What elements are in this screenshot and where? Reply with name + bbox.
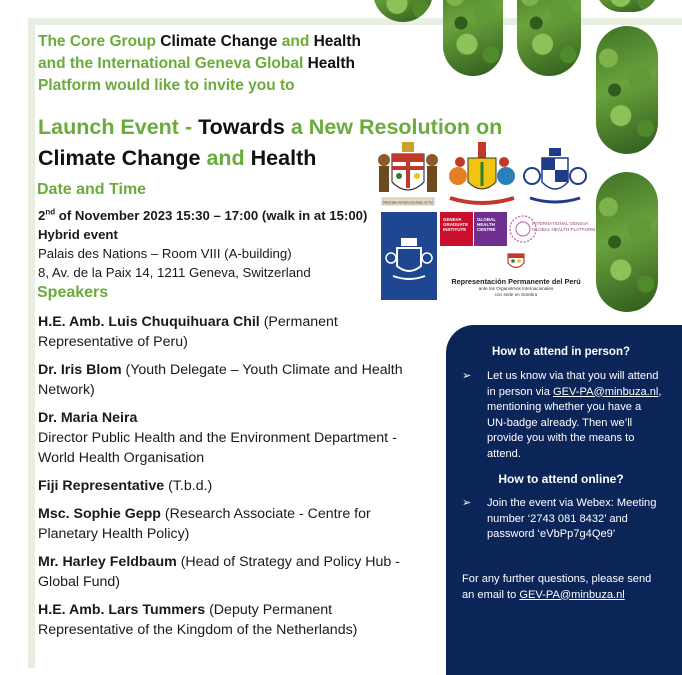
intro-part: and <box>277 33 314 50</box>
online-heading: How to attend online? <box>498 472 624 486</box>
leaf-pill-decoration <box>596 26 658 154</box>
intro-part: Climate Change <box>160 33 278 50</box>
intro-part: Health <box>307 55 355 72</box>
speaker-detail: (Permanent Representative of Peru) <box>38 314 338 350</box>
speaker-detail: Director Public Health and the Environment Department - World Health Organisation <box>38 430 397 466</box>
in-person-text: Let us know via that you will attend in person via <box>487 370 659 398</box>
event-address: 8, Av. de la Paix 14, 1211 Geneva, Switzerland <box>38 265 311 281</box>
ighp-top-text: INTERNATIONAL GENEVA <box>532 221 589 226</box>
intro-part: and the International Geneva Global <box>38 55 308 72</box>
event-format: Hybrid event <box>38 227 118 243</box>
date-day: 2 <box>38 208 46 224</box>
global-health-centre-logo <box>474 212 507 246</box>
questions-note <box>462 572 662 603</box>
leaf-pill-decoration <box>595 0 659 12</box>
international-geneva-global-health-platform-logo <box>508 212 596 246</box>
invitation-intro <box>38 31 398 97</box>
title-part: a New Resolution on <box>284 115 503 139</box>
attendance-info-panel <box>446 325 682 675</box>
date-suffix: nd <box>45 208 56 217</box>
uk-royal-arms-logo <box>522 148 588 208</box>
questions-email-link[interactable]: GEV-PA@minbuza.nl <box>519 588 625 601</box>
speaker-detail: (Research Associate - Centre for Planetary Health Policy) <box>38 506 371 542</box>
leaf-pill-decoration <box>443 0 503 76</box>
speaker-detail: (T.b.d.) <box>164 478 213 494</box>
arrow-bullet-icon: ➢ <box>462 497 472 509</box>
intro-part: The Core Group <box>38 33 161 50</box>
top-frame-line <box>28 18 682 25</box>
in-person-heading: How to attend in person? <box>492 346 630 358</box>
peru-shield-icon <box>505 252 527 272</box>
title-part: and <box>200 146 251 170</box>
fiji-motto: Rerevaka na Kalou ka Doka na Tui <box>383 200 433 205</box>
arrow-bullet-icon: ➢ <box>462 370 472 382</box>
speaker-name: Fiji Representative <box>38 478 165 494</box>
speaker-name: Msc. Sophie Gepp <box>38 506 161 522</box>
online-text: Join the event via Webex: Meeting number ‘2743 081 8432’ and password ‘eVbPp7g4Qe9’ <box>487 497 657 540</box>
speaker-item <box>38 600 403 640</box>
event-venue: Palais des Nations – Room VIII (A-building) <box>38 246 292 262</box>
netherlands-emblem-logo <box>381 212 437 300</box>
speaker-name: Mr. Harley Feldbaum <box>38 554 177 570</box>
speaker-item <box>38 312 403 352</box>
title-part: Health <box>250 146 317 170</box>
peru-title: Representación Permanente del Perú <box>451 277 581 286</box>
fiji-coat-of-arms-logo <box>374 138 442 210</box>
speaker-name: Dr. Maria Neira <box>38 410 138 426</box>
email-link[interactable]: GEV-PA@minbuza.nl <box>552 385 659 398</box>
speaker-name: H.E. Amb. Luis Chuquihuara Chil <box>38 314 260 330</box>
speakers-heading: Speakers <box>37 284 109 301</box>
ghc-text: GLOBAL HEALTH CENTRE <box>477 217 496 232</box>
ighp-bottom-text: GLOBAL HEALTH PLATFORM <box>532 227 596 232</box>
speaker-item <box>38 408 403 468</box>
intro-part: Health <box>313 33 361 50</box>
left-frame-line <box>28 18 35 668</box>
title-part: Towards <box>198 115 285 139</box>
peru-permanent-representation-logo <box>440 252 592 298</box>
speaker-item <box>38 476 403 496</box>
speaker-item <box>38 360 403 400</box>
questions-text: For any further questions, please send an email to <box>462 573 652 601</box>
intro-part: Platform would like to invite you to <box>38 77 295 94</box>
date-time-details <box>38 203 383 282</box>
speaker-name: Dr. Iris Blom <box>38 362 122 378</box>
date-time-heading: Date and Time <box>37 181 147 198</box>
in-person-text-2: , mentioning whether you have a UN-badge already. Then we’ll provide you with the means to attend. <box>487 385 662 460</box>
speaker-detail: (Head of Strategy and Policy Hub - Global Fund) <box>38 554 400 590</box>
leaf-pill-decoration <box>517 0 581 76</box>
speaker-name: H.E. Amb. Lars Tummers <box>38 602 206 618</box>
date-rest: of November 2023 15:30 – 17:00 (walk in at 15:00) <box>55 208 368 224</box>
online-instructions <box>462 496 662 543</box>
title-part: Launch Event - <box>38 115 199 139</box>
geneva-graduate-institute-logo <box>440 212 473 246</box>
speakers-list <box>38 312 403 648</box>
speaker-item <box>38 504 403 544</box>
barbados-coat-of-arms-logo <box>446 142 518 208</box>
peru-sub2: con sede en Ginebra <box>494 292 538 297</box>
speaker-item <box>38 552 403 592</box>
speaker-detail: (Deputy Permanent Representative of the Kingdom of the Netherlands) <box>38 602 358 638</box>
leaf-pill-decoration <box>596 172 658 312</box>
in-person-instructions <box>462 369 662 462</box>
ggi-text: GENEVA GRADUATE INSTITUTE <box>443 217 469 232</box>
speaker-detail: (Youth Delegate – Youth Climate and Health Network) <box>38 362 403 398</box>
title-part: Climate Change <box>38 146 201 170</box>
peru-sub1: ante los Organismos Internacionales <box>478 286 554 291</box>
